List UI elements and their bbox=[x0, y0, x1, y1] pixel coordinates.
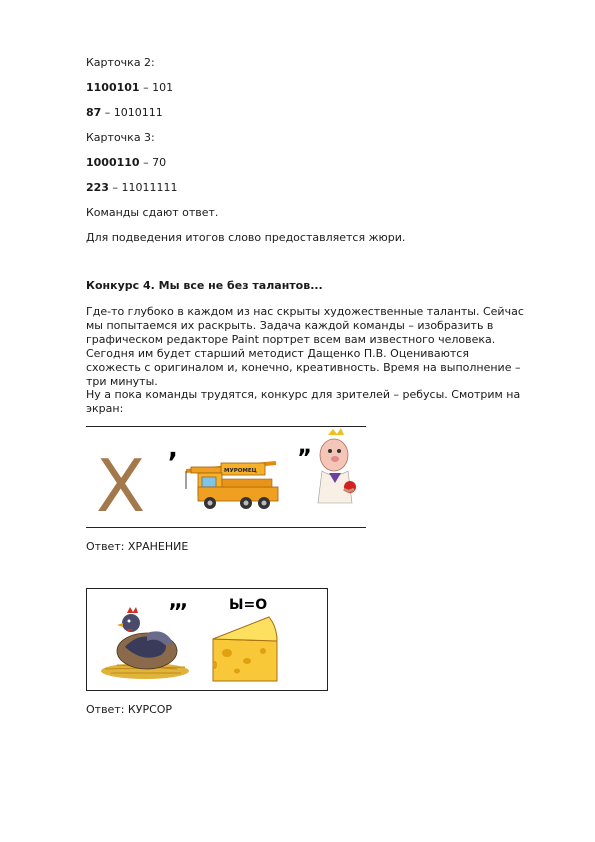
card3-row1-value: – 70 bbox=[139, 156, 167, 169]
rebus1-comma-one: , bbox=[168, 434, 178, 464]
card3-row2-decimal: 223 bbox=[86, 181, 109, 194]
rebus2-image bbox=[86, 588, 328, 691]
card2-title: Карточка 2: bbox=[86, 56, 155, 69]
rebus2-commas: ,,, bbox=[169, 589, 186, 612]
contest4-paragraph: Где-то глубоко в каждом из нас скрыты художественные таланты. Сейчас мы попытаемся их раскрыть. Задача каждой команды – изобразить в графическом редакторе Paint портрет всем вам известного человека. Сегодня им будет старший методист Дащенко П.В. Оцениваются схожесть с оригиналом и, конечно, креативность. Время на выполнение – три минуты. bbox=[86, 305, 524, 388]
rebus2-answer: Ответ: КУРСОР bbox=[86, 703, 173, 716]
card3-row2-value: – 11011111 bbox=[108, 181, 178, 194]
card3-row1-binary: 1000110 bbox=[86, 156, 140, 169]
crane-label: МУРОМЕЦ bbox=[224, 468, 257, 474]
rebus1-svg bbox=[86, 427, 366, 528]
rebus1-answer: Ответ: ХРАНЕНИЕ bbox=[86, 540, 189, 553]
rebus2-svg bbox=[87, 589, 327, 690]
card3-row2 bbox=[86, 181, 177, 195]
rebus1-letter: Х bbox=[96, 444, 146, 528]
card2-row1-value: – 101 bbox=[139, 81, 174, 94]
old-man-apple-icon bbox=[318, 428, 356, 503]
rebus1-comma-two: ,, bbox=[298, 434, 309, 459]
card3-row1 bbox=[86, 156, 166, 170]
contest4-rebus-intro: Ну а пока команды трудятся, конкурс для зрителей – ребусы. Смотрим на экран: bbox=[86, 388, 521, 415]
rebus1-image bbox=[86, 426, 366, 528]
card2-row1-binary: 1100101 bbox=[86, 81, 140, 94]
crane-truck-icon bbox=[186, 463, 278, 509]
card2-row2-decimal: 87 bbox=[86, 106, 102, 119]
card2-row2-value: – 1010111 bbox=[101, 106, 163, 119]
jury-text: Для подведения итогов слово предоставляется жюри. bbox=[86, 231, 406, 244]
card2-row2 bbox=[86, 106, 163, 120]
card3-title: Карточка 3: bbox=[86, 131, 155, 144]
rebus2-formula: Ы=О bbox=[229, 597, 268, 613]
hen-nest-icon bbox=[101, 607, 189, 679]
teams-answer-text: Команды сдают ответ. bbox=[86, 206, 219, 219]
contest4-heading: Конкурс 4. Мы все не без талантов... bbox=[86, 279, 323, 292]
cheese-icon bbox=[213, 617, 277, 681]
card2-row1 bbox=[86, 81, 173, 95]
